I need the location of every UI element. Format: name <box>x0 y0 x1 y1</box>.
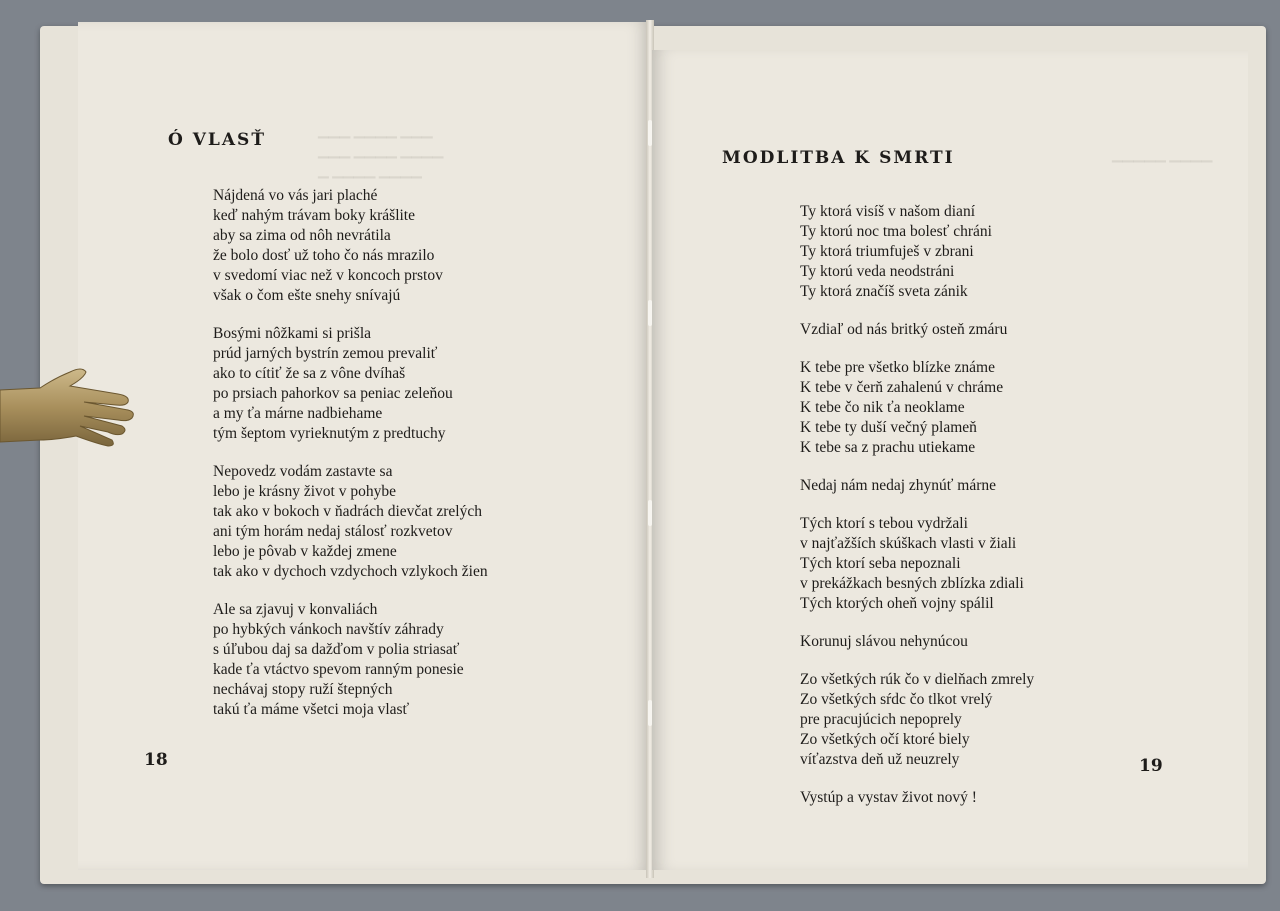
stanza <box>213 324 488 444</box>
poem-line: tak ako v dychoch vzdychoch vzlykoch žien <box>213 563 488 580</box>
poem-line: však o čom ešte snehy snívajú <box>213 287 401 304</box>
poem-line: po prsiach pahorkov sa peniac zeleňou <box>213 385 453 402</box>
show-through-text: ▁▁▁ ▁▁▁▁ ▁▁▁ ▁▁▁ ▁▁▁▁ ▁▁▁▁ ▁ ▁▁▁▁ ▁▁▁▁ <box>318 124 444 179</box>
poem-line: takú ťa máme všetci moja vlasť <box>213 701 410 718</box>
poem-line: Ty ktorá značíš sveta zánik <box>800 283 968 300</box>
right-page <box>652 50 1248 870</box>
poem-line: v najťažších skúškach vlasti v žiali <box>800 535 1017 552</box>
poem-line: Zo všetkých sŕdc čo tlkot vrelý <box>800 691 993 708</box>
stanza <box>213 186 488 306</box>
poem-line: Vystúp a vystav život nový ! <box>800 789 977 806</box>
stanza <box>800 670 1034 770</box>
poem-line: K tebe v čerň zahalenú v chráme <box>800 379 1004 396</box>
stanza <box>800 476 1034 496</box>
poem-line: aby sa zima od nôh nevrátila <box>213 227 391 244</box>
poem-line: Nepovedz vodám zastavte sa <box>213 463 393 480</box>
stanza <box>800 632 1034 652</box>
left-poem <box>213 186 488 738</box>
poem-line: Zo všetkých očí ktoré biely <box>800 731 970 748</box>
poem-line: nechávaj stopy ruží štepných <box>213 681 393 698</box>
poem-line: Tých ktorí seba nepoznali <box>800 555 961 572</box>
right-page-number: 19 <box>1139 756 1163 776</box>
poem-line: Zo všetkých rúk čo v dielňach zmrely <box>800 671 1035 688</box>
show-through-text: ▁▁▁▁▁ ▁▁▁▁ <box>1112 148 1213 163</box>
poem-line: v prekážkach besných zblízka zdiali <box>800 575 1024 592</box>
poem-line: ani tým horám nedaj stálosť rozkvetov <box>213 523 453 540</box>
poem-line: Bosými nôžkami si prišla <box>213 325 372 342</box>
poem-line: v svedomí viac než v koncoch prstov <box>213 267 443 284</box>
stanza <box>213 600 488 720</box>
poem-line: Ty ktorú noc tma bolesť chráni <box>800 223 992 240</box>
poem-line: prúd jarných bystrín zemou prevaliť <box>213 345 438 362</box>
poem-line: že bolo dosť už toho čo nás mrazilo <box>213 247 435 264</box>
poem-line: Ale sa zjavuj v konvaliách <box>213 601 378 618</box>
poem-line: Ty ktorú veda neodstráni <box>800 263 955 280</box>
poem-line: Ty ktorá triumfuješ v zbrani <box>800 243 974 260</box>
poem-line: pre pracujúcich nepoprely <box>800 711 962 728</box>
poem-line: lebo je pôvab v každej zmene <box>213 543 397 560</box>
poem-line: ako to cítiť že sa z vône dvíhaš <box>213 365 406 382</box>
stanza <box>800 514 1034 614</box>
poem-line: K tebe čo nik ťa neoklame <box>800 399 965 416</box>
poem-line: Vzdiaľ od nás britký osteň zmáru <box>800 321 1008 338</box>
poem-line: K tebe ty duší večný plameň <box>800 419 977 436</box>
poem-line: Korunuj slávou nehynúcou <box>800 633 968 650</box>
right-poem <box>800 202 1034 826</box>
poem-line: kade ťa vtáctvo spevom ranným ponesie <box>213 661 464 678</box>
poem-line: tak ako v bokoch v ňadrách dievčat zrelých <box>213 503 482 520</box>
stanza <box>800 358 1034 458</box>
poem-line: lebo je krásny život v pohybe <box>213 483 396 500</box>
poem-line: K tebe pre všetko blízke známe <box>800 359 995 376</box>
poem-line: Ty ktorá visíš v našom dianí <box>800 203 975 220</box>
poem-line: víťazstva deň už neuzrely <box>800 751 960 768</box>
poem-line: a my ťa márne nadbiehame <box>213 405 383 422</box>
poem-line: keď nahým trávam boky krášlite <box>213 207 415 224</box>
stanza <box>800 788 1034 808</box>
left-page-title: Ó VLASŤ <box>168 130 266 150</box>
stanza <box>800 202 1034 302</box>
poem-line: tým šeptom vyrieknutým z predtuchy <box>213 425 446 442</box>
poem-line: s úľubou daj sa dažďom v polia striasať <box>213 641 460 658</box>
left-page-number: 18 <box>144 750 168 770</box>
poem-line: Nájdená vo vás jari plaché <box>213 187 378 204</box>
stanza <box>800 320 1034 340</box>
stanza <box>213 462 488 582</box>
poem-line: Nedaj nám nedaj zhynúť márne <box>800 477 996 494</box>
hand-bookmark-icon <box>0 360 140 460</box>
poem-line: po hybkých vánkoch navštív záhrady <box>213 621 444 638</box>
poem-line: Tých ktorí s tebou vydržali <box>800 515 968 532</box>
poem-line: K tebe sa z prachu utiekame <box>800 439 976 456</box>
left-page <box>78 22 650 870</box>
right-page-title: MODLITBA K SMRTI <box>722 148 955 168</box>
poem-line: Tých ktorých oheň vojny spálil <box>800 595 994 612</box>
